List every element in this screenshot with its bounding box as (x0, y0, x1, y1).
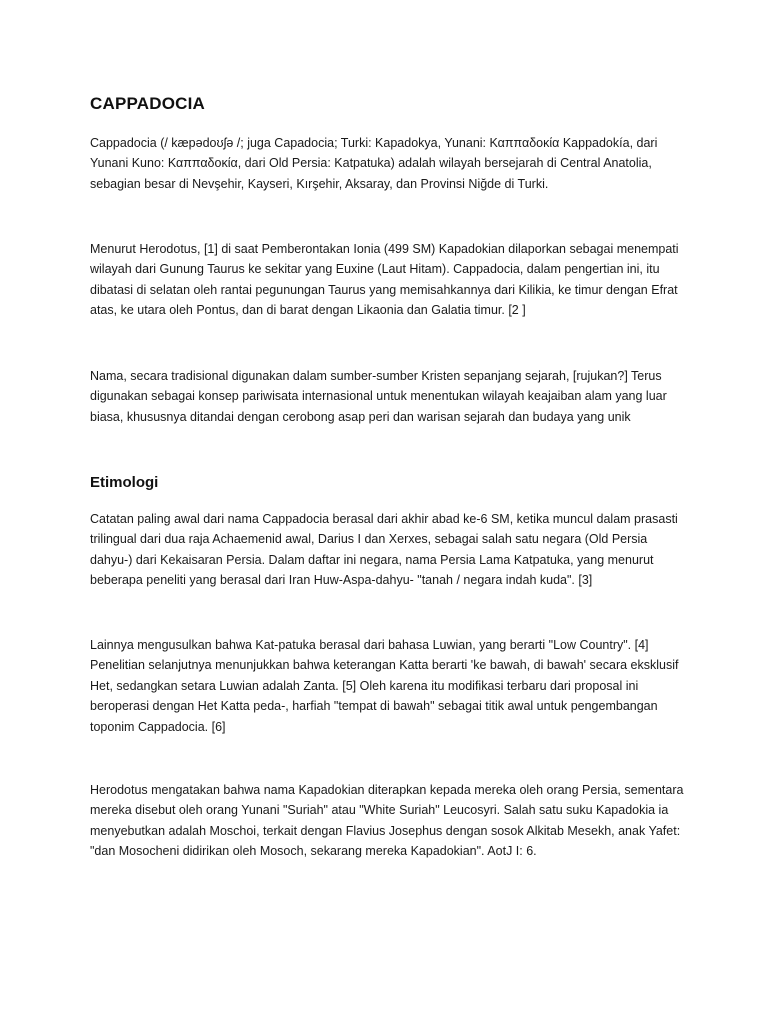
paragraph-etymology-1: Catatan paling awal dari nama Cappadocia berasal dari akhir abad ke-6 SM, ketika muncul dalam prasasti trilingual dari dua raja Achaemenid awal, Darius I dan Xerxes, sebagai salah satu negara (Old Persia dahyu-) dari Kekaisaran Persia. Dalam daftar ini negara, nama Persia Lama Katpatuka, yang menurut beberapa peneliti yang berasal dari Iran Huw-Aspa-dahyu- "tanah / negara indah kuda". [3] (90, 512, 678, 588)
paragraph-etymology-2: Lainnya mengusulkan bahwa Kat-patuka berasal dari bahasa Luwian, yang berarti "Low Country". [4] Penelitian selanjutnya menunjukkan bahwa keterangan Katta berarti 'ke bawah, di bawah' secara eksklusif Het, sedangkan setara Luwian adalah Zanta. [5] Oleh karena itu modifikasi terbaru dari proposal ini beroperasi dengan Het Katta peda-, harfiah "tempat di bawah" sebagai titik awal untuk pengembangan toponim Cappadocia. [6] (90, 638, 679, 734)
document-title: CAPPADOCIA (90, 94, 206, 113)
paragraph-intro-2: Menurut Herodotus, [1] di saat Pemberontakan Ionia (499 SM) Kapadokian dilaporkan sebagai menempati wilayah dari Gunung Taurus ke sekitar yang Euxine (Laut Hitam). Cappadocia, dalam pengertian ini, itu dibatasi di selatan oleh rantai pegunungan Taurus yang memisahkannya dari Kilikia, ke timur dengan Efrat atas, ke utara oleh Pontus, dan di barat dengan Likaonia dan Galatia timur. [2 ] (90, 242, 679, 318)
section-heading-etimologi: Etimologi (90, 474, 159, 491)
paragraph-intro-1: Cappadocia (/ kæpədoʊʃə /; juga Capadocia; Turki: Kapadokya, Yunani: Καππαδοκία Kappadokía, dari Yunani Kuno: Καππαδοκία, dari Old Persia: Katpatuka) adalah wilayah bersejarah di Central Anatolia, sebagian besar di Nevşehir, Kayseri, Kırşehir, Aksaray, dan Provinsi Niğde di Turki. (90, 136, 658, 191)
paragraph-etymology-3: Herodotus mengatakan bahwa nama Kapadokian diterapkan kepada mereka oleh orang Persia, sementara mereka disebut oleh orang Yunani "Suriah" atau "White Suriah" Leucosyri. Salah satu suku Kapadokia ia menyebutkan adalah Moschoi, terkait dengan Flavius Josephus dengan sosok Alkitab Mesekh, anak Yafet: "dan Mosocheni didirikan oleh Mosoch, sekarang mereka Kapadokian". AotJ I: 6. (90, 783, 684, 859)
paragraph-intro-3: Nama, secara tradisional digunakan dalam sumber-sumber Kristen sepanjang sejarah, [rujukan?] Terus digunakan sebagai konsep pariwisata internasional untuk menentukan wilayah keajaiban alam yang luar biasa, khususnya ditandai dengan cerobong asap peri dan warisan sejarah dan budaya yang unik (90, 369, 667, 424)
